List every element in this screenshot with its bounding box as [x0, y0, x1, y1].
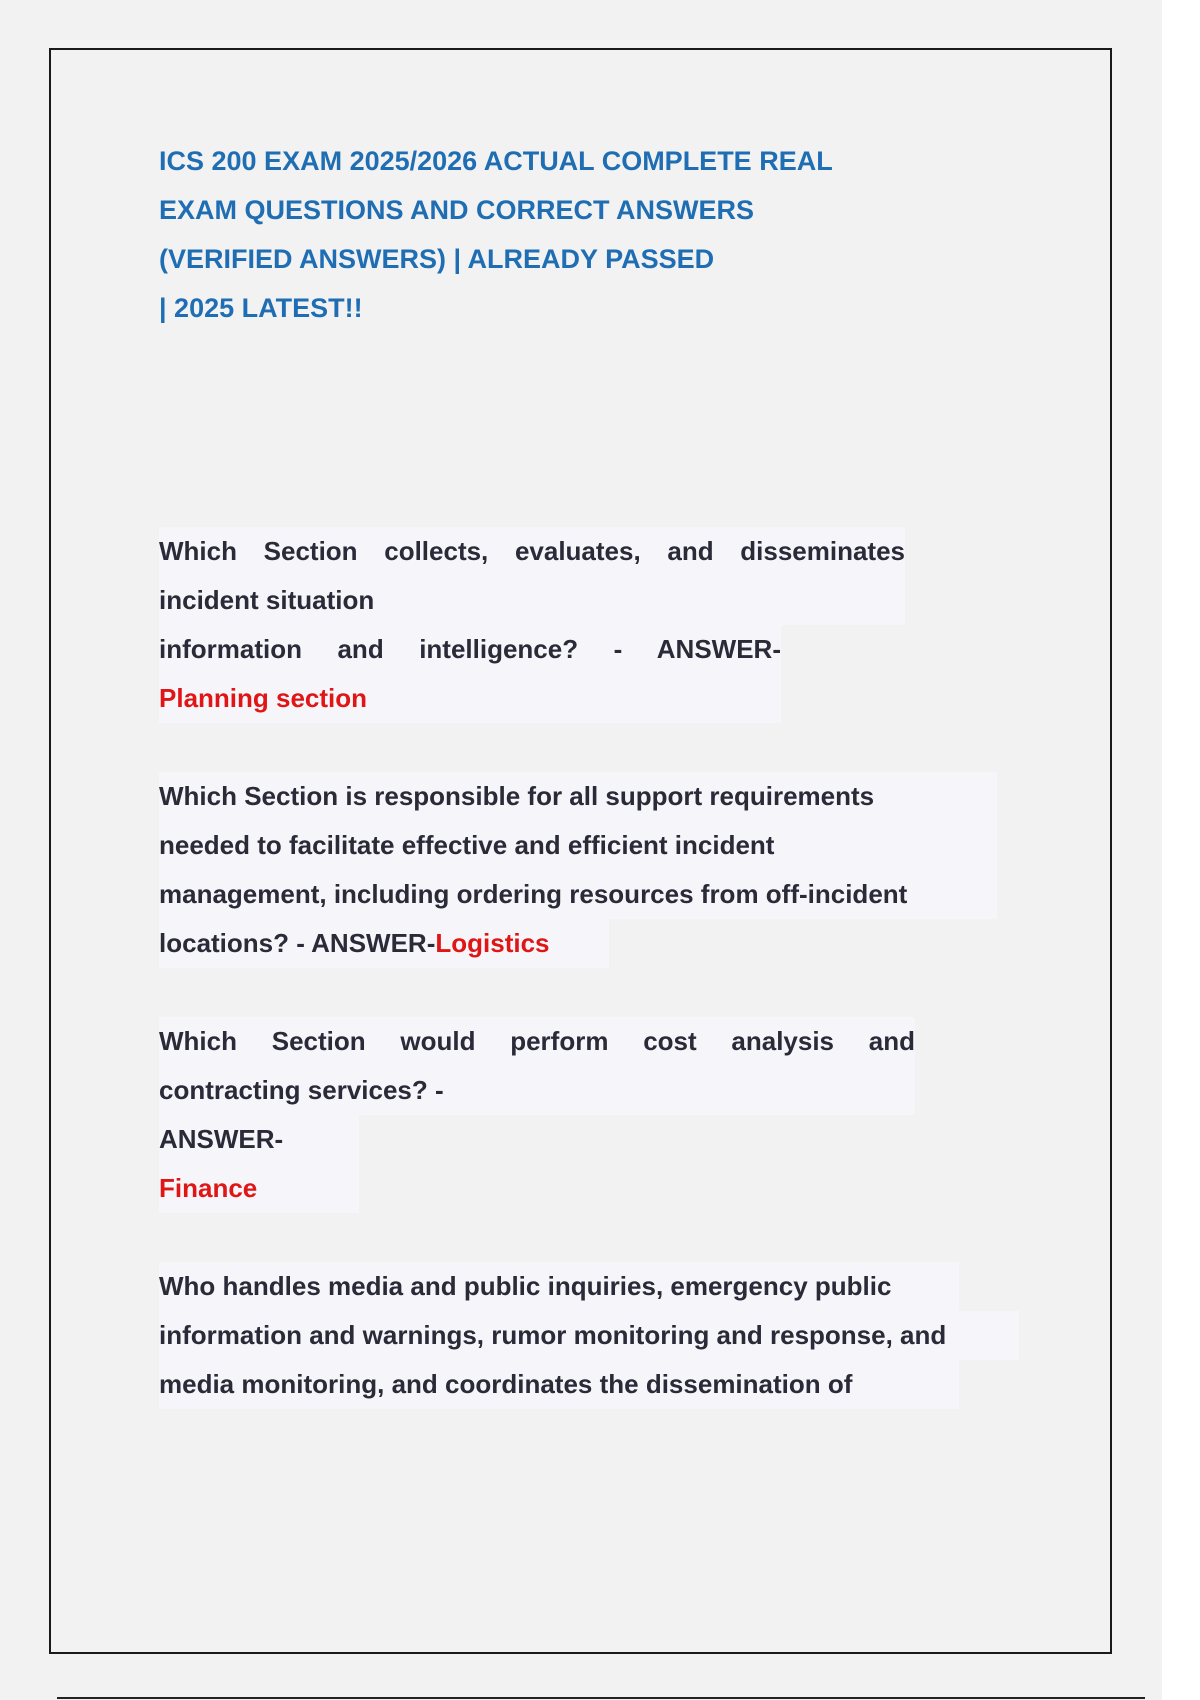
question-3-line-1: Which Section would perform cost analysis and [159, 1017, 915, 1066]
question-3-line-3: ANSWER- [159, 1115, 359, 1164]
question-2-line-4-text: locations? - ANSWER- [159, 928, 436, 958]
title-line-4: | 2025 LATEST!! [159, 293, 363, 323]
answer-2: Logistics [435, 928, 550, 958]
question-2-line-4 [159, 919, 609, 968]
question-4-line-1: Who handles media and public inquiries, emergency public [159, 1262, 959, 1311]
question-2-line-2: needed to facilitate effective and efficient incident [159, 821, 997, 870]
bottom-divider [57, 1697, 1145, 1699]
question-3-line-2: contracting services? - [159, 1066, 915, 1115]
question-2-line-1: Which Section is responsible for all support requirements [159, 772, 997, 821]
question-block-3 [159, 1017, 915, 1213]
document-title [159, 137, 919, 333]
title-line-1: ICS 200 EXAM 2025/2026 ACTUAL COMPLETE REAL [159, 146, 833, 176]
question-4-line-3: media monitoring, and coordinates the dissemination of [159, 1360, 959, 1409]
question-1-line-2: incident situation [159, 576, 905, 625]
page-edge-strip [1162, 0, 1200, 1700]
question-block-1 [159, 527, 905, 723]
question-block-2 [159, 772, 997, 968]
answer-3: Finance [159, 1164, 359, 1213]
title-line-2: EXAM QUESTIONS AND CORRECT ANSWERS [159, 195, 755, 225]
question-block-4 [159, 1262, 1019, 1409]
answer-1: Planning section [159, 674, 781, 723]
question-1-line-1: Which Section collects, evaluates, and disseminates [159, 527, 905, 576]
question-4-line-2: information and warnings, rumor monitoring and response, and [159, 1311, 1019, 1360]
title-line-3: (VERIFIED ANSWERS) | ALREADY PASSED [159, 244, 715, 274]
question-2-line-3: management, including ordering resources from off-incident [159, 870, 997, 919]
question-1-line-3: information and intelligence? - ANSWER- [159, 625, 781, 674]
